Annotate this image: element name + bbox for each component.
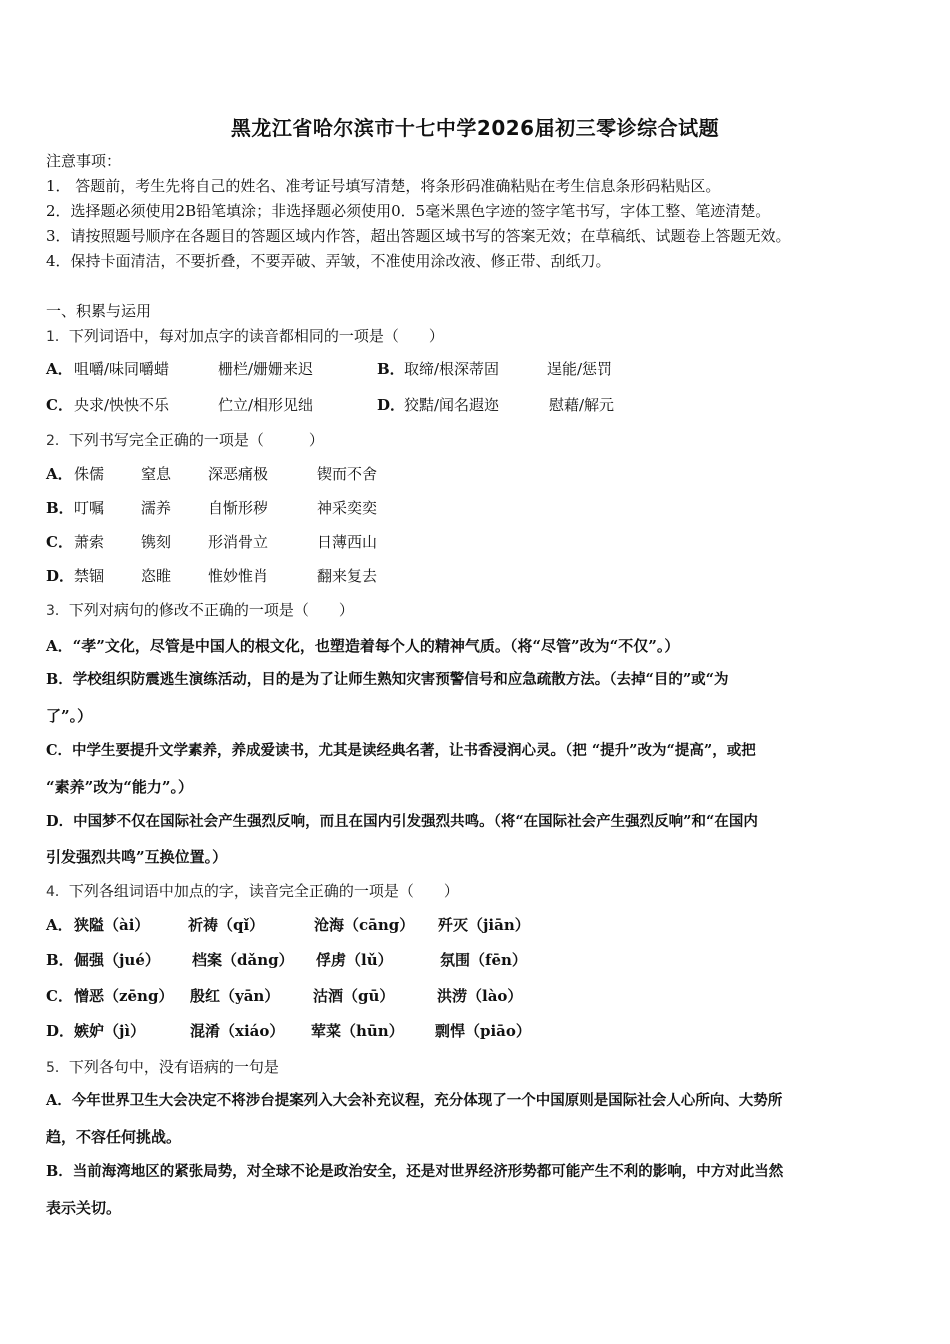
option-label: C．	[46, 396, 73, 414]
notice-item-3: 3．请按照题号顺序在各题目的答题区域内作答，超出答题区域书写的答案无效；在草稿纸、试题卷上答题无效。	[46, 227, 791, 245]
option-word: 镌刻	[141, 533, 172, 551]
question-1-stem	[46, 325, 444, 348]
option-d-text-cont: 引发强烈共鸣”互换位置。）	[46, 848, 228, 866]
option-label: B．	[46, 499, 74, 517]
question-number: 4．	[46, 884, 69, 900]
option-word: 嫉妒（jì）	[74, 1022, 146, 1040]
option-word: 逞能/惩罚	[547, 360, 613, 378]
option-word: 伫立/相形见绌	[218, 396, 314, 414]
option-word: 憎恶（zēng）	[74, 987, 174, 1005]
option-label: B．	[46, 951, 74, 969]
option-word: 歼灭（jiān）	[438, 916, 530, 934]
option-word: 锲而不舍	[317, 465, 378, 483]
option-word: 慰藉/解元	[549, 396, 615, 414]
option-label: B．	[377, 360, 405, 378]
option-a-text: A．今年世界卫生大会决定不将涉台提案列入大会补充议程，充分体现了一个中国原则是国际社会人心所向、大势所	[46, 1092, 783, 1109]
option-b-text: B．当前海湾地区的紧张局势，对全球不论是政治安全，还是对世界经济形势都可能产生不利的影响，中方对此当然	[46, 1163, 784, 1180]
question-number: 3．	[46, 603, 69, 619]
question-text: 下列对病句的修改不正确的一项是（ ）	[68, 601, 354, 619]
option-word: 窒息	[141, 465, 172, 483]
option-c-text-cont: “素养”改为“能力”。）	[46, 778, 194, 796]
option-word: 狭隘（ài）	[74, 916, 150, 934]
option-label: A．	[46, 360, 73, 378]
question-number: 5．	[46, 1060, 69, 1076]
option-c-text: C．中学生要提升文学素养，养成爱读书，尤其是读经典名著，让书香浸润心灵。（把 “提升”改为“提高”，或把	[46, 742, 756, 759]
option-word: 惟妙惟肖	[208, 567, 269, 585]
option-word: 荤菜（hūn）	[311, 1022, 404, 1040]
option-label: D．	[46, 567, 75, 585]
question-5-stem	[46, 1056, 279, 1079]
page-title: 黑龙江省哈尔滨市十七中学2026届初三零诊综合试题	[230, 116, 720, 140]
option-word: 俘虏（lǔ）	[316, 951, 393, 969]
option-word: 洪涝（lào）	[437, 987, 523, 1005]
option-word: 倔强（jué）	[74, 951, 160, 969]
option-word: 神采奕奕	[317, 499, 378, 517]
option-label: D．	[46, 1022, 75, 1040]
option-a-text: A．“孝”文化，尽管是中国人的根文化，也塑造着每个人的精神气质。（将“尽管”改为“不仅”。）	[46, 637, 680, 655]
option-word: 剽悍（piāo）	[435, 1022, 531, 1040]
notice-heading: 注意事项：	[46, 152, 122, 170]
question-text: 下列各组词语中加点的字，读音完全正确的一项是（ ）	[68, 882, 459, 900]
question-2-stem	[46, 429, 324, 452]
option-word: 恣睢	[141, 567, 172, 585]
option-word: 咀嚼/味同嚼蜡	[74, 360, 170, 378]
notice-item-4: 4．保持卡面清洁，不要折叠，不要弄破、弄皱，不准使用涂改液、修正带、刮纸刀。	[46, 252, 611, 270]
option-word: 萧索	[74, 533, 105, 551]
question-3-stem	[46, 599, 354, 622]
option-word: 档案（dǎng）	[192, 951, 294, 969]
option-word: 侏儒	[74, 465, 105, 483]
option-word: 深恶痛极	[208, 465, 269, 483]
option-word: 殷红（yān）	[190, 987, 280, 1005]
question-text: 下列书写完全正确的一项是（ ）	[68, 431, 324, 449]
question-text: 下列各句中，没有语病的一句是	[68, 1058, 279, 1076]
question-number: 1．	[46, 329, 69, 345]
option-word: 祈祷（qǐ）	[188, 916, 265, 934]
option-word: 央求/怏怏不乐	[74, 396, 170, 414]
option-b-text-cont: 了”。）	[46, 707, 93, 725]
option-label: A．	[46, 465, 73, 483]
option-b-text: B．学校组织防震逃生演练活动，目的是为了让师生熟知灾害预警信号和应急疏散方法。（去掉“目的”或“为	[46, 671, 729, 688]
question-number: 2．	[46, 433, 69, 449]
option-word: 栅栏/姗姗来迟	[218, 360, 314, 378]
option-label: D．	[377, 396, 406, 414]
option-word: 沽酒（gū）	[313, 987, 395, 1005]
section-heading: 一、积累与运用	[46, 302, 152, 320]
option-label: C．	[46, 987, 73, 1005]
option-a-text-cont: 趋，不容任何挑战。	[46, 1128, 182, 1146]
option-word: 混淆（xiáo）	[190, 1022, 285, 1040]
option-word: 形消骨立	[208, 533, 269, 551]
option-word: 沧海（cāng）	[314, 916, 415, 934]
option-word: 氛围（fēn）	[440, 951, 527, 969]
option-word: 叮嘱	[74, 499, 105, 517]
option-word: 取缔/根深蒂固	[404, 360, 500, 378]
question-4-stem	[46, 880, 459, 903]
option-word: 日薄西山	[317, 533, 378, 551]
option-label: A．	[46, 916, 73, 934]
option-word: 濡养	[141, 499, 172, 517]
option-word: 狡黠/闻名遐迩	[404, 396, 500, 414]
notice-item-2: 2．选择题必须使用2B铅笔填涂；非选择题必须使用0．5毫米黑色字迹的签字笔书写，字体工整、笔迹清楚。	[46, 202, 771, 220]
option-word: 禁锢	[74, 567, 105, 585]
option-word: 翻来复去	[317, 567, 378, 585]
notice-item-1: 1． 答题前，考生先将自己的姓名、准考证号填写清楚，将条形码准确粘贴在考生信息条形码粘贴区。	[46, 177, 721, 195]
option-word: 自惭形秽	[208, 499, 269, 517]
option-label: C．	[46, 533, 73, 551]
option-b-text-cont: 表示关切。	[46, 1199, 122, 1217]
option-d-text: D．中国梦不仅在国际社会产生强烈反响，而且在国内引发强烈共鸣。（将“在国际社会产生强烈反响”和“在国内	[46, 813, 758, 830]
question-text: 下列词语中，每对加点字的读音都相同的一项是（ ）	[68, 327, 444, 345]
